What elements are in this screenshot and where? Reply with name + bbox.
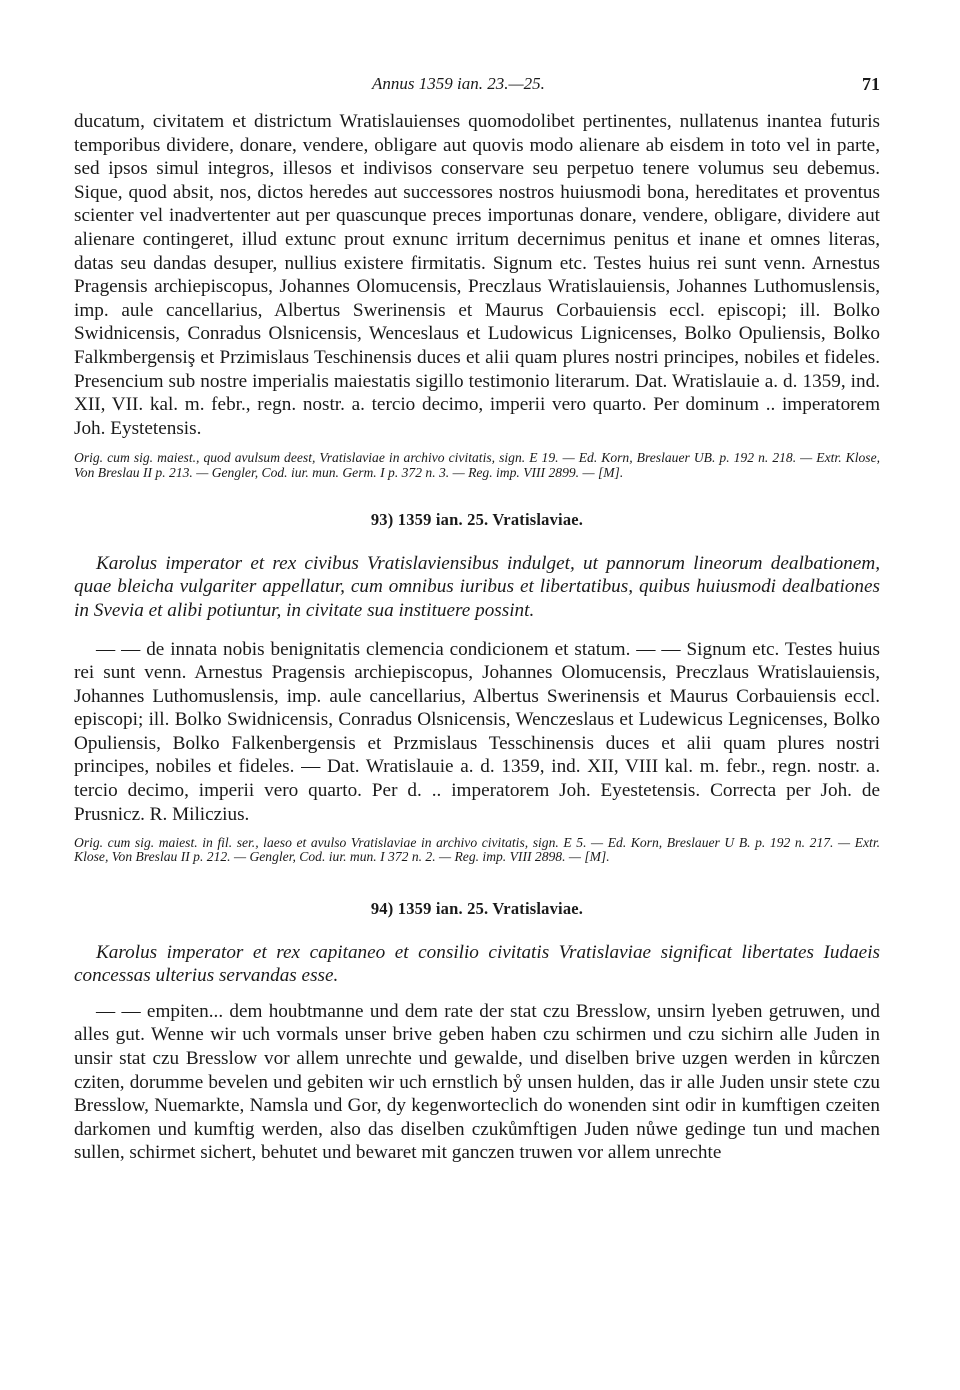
page-number: 71 bbox=[862, 74, 880, 94]
doc93-text: — — de innata nobis benignitatis clemencia condicionem et statum. — — Signum etc. Testes huius rei sunt venn. Arnestus Pragensis archiepiscopus, Johannes Olomucensis, Preczlaus Wratislauiensis, Johannes Luthomuslensis, imp. aule cancellarius, Albertus Swerinensis et Maurus Corbauiensis eccl. episcopi; ill. Bolko Swidnicensis, Conradus Olsnicensis, Wenczeslaus et Ludewicus Legnicenses, Bolko Opuliensis, Bolko Falkenbergensis et Przmislaus Tesschinensis duces et alii quam plures nostri principes, nobiles et fideles. — Dat. Wratislauie a. d. 1359, ind. XII, VIII kal. m. febr., regn. nostr. a. tercio decimo, imperii vero quarto. Per d. .. imperatorem Joh. Eyestetensis. Correcta per Joh. de Prusnicz. R. Miliczius. bbox=[74, 638, 880, 825]
doc92-text: ducatum, civitatem et districtum Wratislauienses quomodolibet pertinentes, nullatenus inantea futuris temporibus dividere, donare, vendere, obligare aut quovis modo alienare ab eisdem in toto vel in parte, sed ipsos simul integros, illesos et indivisos conservare seu perpetuo tenere volumus seu debemus. Sique, quod absit, nos, dictos heredes aut successores nostros huiusmodi bona, hereditates et proventus scienter vel inadvertenter aut per quascunque preces importunas donare, vendere, obligare, dividere aut alienare contingeret, illud extunc prout exnunc irritum decernimus penitus et inane et omnes literas, datas seu dandas desuper, nullius existere firmitatis. Signum etc. Testes huius rei sunt venn. Arnestus Pragensis archiepiscopus, Johannes Olomucensis, Preczlaus Wratislauiensis, Johannes Luthomuslensis, imp. aule cancellarius, Albertus Swerinensis et Maurus Corbauiensis eccl. episcopi; ill. Bolko Swidnicensis, Conradus Olsnicensis, Wenceslaus et Ludowicus Lignicenses, Bolko Opuliensis, Bolko Falkmbergensiş et Przimislaus Teschinensis duces et alii quam plures nostri principes, nobiles et fideles. Presencium sub nostre imperialis maiestatis sigillo testimonio literarum. Dat. Wratislauie a. d. 1359, ind. XII, VII. kal. m. febr., regn. nostr. a. tercio decimo, imperii vero quarto. Per dominum .. imperatorem Joh. Eystetensis. bbox=[74, 111, 880, 439]
doc94-summary: Karolus imperator et rex capitaneo et consilio civitatis Vratislaviae significat libertates Iudaeis concessas ulterius servandas esse. bbox=[74, 941, 880, 987]
doc94-heading: 94) 1359 ian. 25. Vratislaviae. bbox=[370, 898, 584, 918]
doc93-summary: Karolus imperator et rex civibus Vratislaviensibus indulget, ut pannorum lineorum dealbationem, quae bleicha vulgariter appellatur, cum omnibus iuribus et libertatibus, quibus huiusmodi dealbationes in Svevia et alibi potiuntur, in civitate sua instituere possint. bbox=[74, 552, 880, 621]
running-head bbox=[74, 66, 880, 96]
doc92-source-note: Orig. cum sig. maiest., quod avulsum deest, Vratislaviae in archivo civitatis, sign. E 19. — Ed. Korn, Breslauer UB. p. 192 n. 218. — Extr. Klose, Von Breslau II p. 213. — Gengler, Cod. iur. mun. Germ. I p. 372 n. 3. — Reg. imp. VIII 2899. — [M]. bbox=[74, 450, 880, 480]
running-head-title: Annus 1359 ian. 23.—25. bbox=[372, 74, 545, 93]
doc93-heading: 93) 1359 ian. 25. Vratislaviae. bbox=[370, 509, 584, 529]
document-page bbox=[74, 66, 880, 1165]
doc94-text: — — empiten... dem houbtmanne und dem rate der stat czu Bresslow, unsirn lyeben getruwen, und alles gut. Wenne wir uch vormals unser brive geben haben czu schirmen und czu sichirn alle Juden in unsir stat czu Bresslow vor allem unrechte und gewalde, und diselben brive uzgen werden in kůrczen cziten, dorumme bevelen und gebiten wir uch ernstlich bẙ unsen hulden, das ir alle Juden unsir stete czu Bresslow, Nuemarkte, Namsla und Gor, dy kegenworteclich do wonenden sint odir in kumftigen czeiten darkomen und kumftig werden, also das diselben czukůmftigen Juden nůwe gedinge tun und machen sullen, schirmet sichert, behutet und bewaret mit ganczen truwen vor allem unrechte bbox=[74, 1000, 880, 1164]
doc93-source-note: Orig. cum sig. maiest. in fil. ser., laeso et avulso Vratislaviae in archivo civitatis, sign. E 5. — Ed. Korn, Breslauer U B. p. 192 n. 217. — Extr. Klose, Von Breslau II p. 212. — Gengler, Cod. iur. mun. I 372 n. 2. — Reg. imp. VIII 2898. — [M]. bbox=[74, 835, 880, 865]
